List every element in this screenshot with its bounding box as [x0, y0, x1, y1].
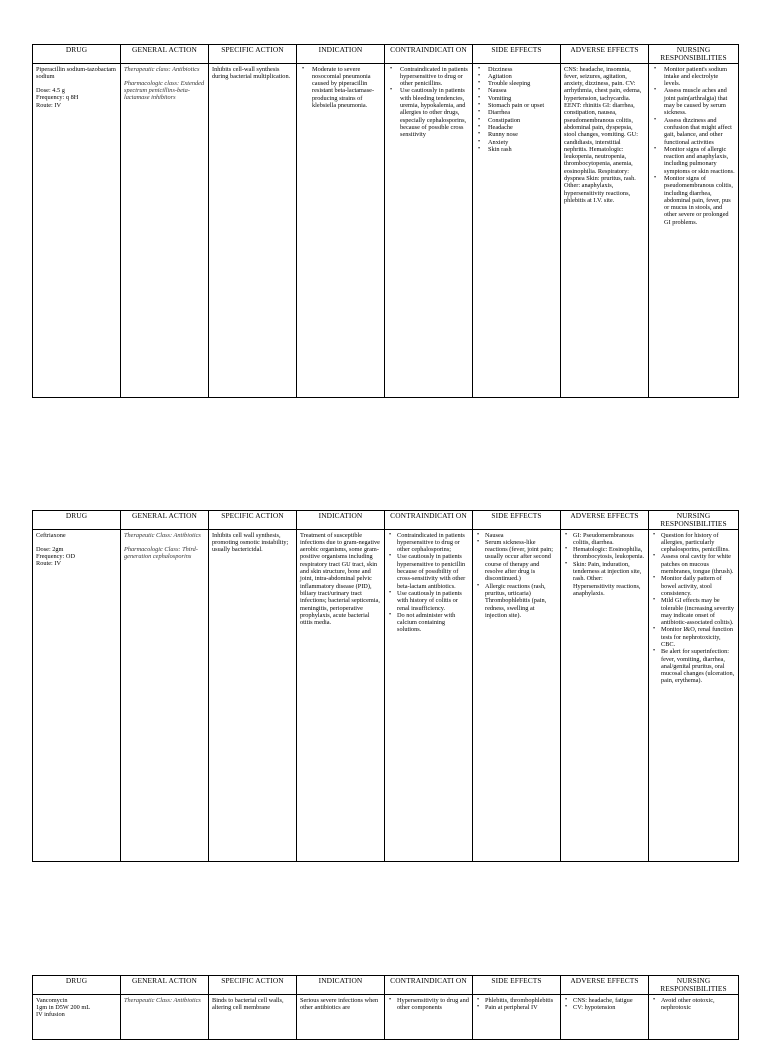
drug-dose: Dose: 2gm — [36, 545, 64, 553]
drug-name: Ceftriaxone — [36, 531, 66, 539]
pharmacologic-class: Pharmacologic Class: Third-generation cephalosporins — [124, 545, 198, 561]
list-item: • Question for history of allergies, particularly cephalosporins, penicillins. — [661, 532, 735, 554]
pharmacologic-class: Pharmacologic class: Extended spectrum penicillins-beta-lactamase inhibitors — [124, 79, 205, 102]
drug-table-vancomycin — [32, 975, 739, 1040]
header-side-effects: SIDE EFFECTS — [473, 45, 561, 64]
side-effects-cell — [473, 63, 561, 397]
list-item: • Diarrhea — [488, 109, 557, 116]
contraindication-list — [388, 997, 469, 1012]
list-item: • Moderate to severe nosocomial pneumonia caused by piperacillin resistant beta-lactamase-producing strains of klebsiella pneumonia. — [312, 66, 381, 110]
list-item: • Assess dizziness and confusion that might affect gait, balance, and other functional activities — [664, 117, 735, 146]
list-item: • Allergic reactions (rash, pruritus, urticaria) Thrombophlebitis (pain, redness, swelling at injection site). — [485, 583, 557, 619]
nursing-list — [652, 997, 735, 1012]
list-item: • Assess muscle aches and joint pain(arthralgia) that may be caused by serum sickness. — [664, 87, 735, 116]
header-contraindication: CONTRAINDICATI ON — [385, 511, 473, 530]
drug-table-piperacillin — [32, 44, 739, 398]
drug-frequency: Frequency: q 8H — [36, 94, 79, 102]
side-effects-list — [476, 66, 557, 154]
header-side-effects: SIDE EFFECTS — [473, 976, 561, 995]
list-item: • CV: hypotension — [573, 1004, 645, 1011]
list-item: • Use cautiously in patients hypersensitive to penicillin because of possibility of cross-sensitivity with other beta-lactam antibiotics. — [397, 553, 469, 589]
specific-action-cell: Inhibits cell wall synthesis, promoting osmotic instability; usually bactericidal. — [209, 529, 297, 861]
adverse-effects-cell — [561, 994, 649, 1039]
general-action-cell — [121, 529, 209, 861]
drug-route: IV infusion — [36, 1011, 65, 1019]
list-item: • Skin: Pain, induration, tenderness at injection site, rash. Other: Hypersensitivity reactions, anaphylaxis. — [573, 561, 645, 597]
list-item: • Assess oral cavity for white patches on mucous membranes, tongue (thrush). — [661, 553, 735, 575]
header-nursing-responsibilities: NURSING RESPONSIBILITIES — [649, 976, 739, 995]
header-specific-action: SPECIFIC ACTION — [209, 976, 297, 995]
drug-cell — [33, 529, 121, 861]
adverse-effects-list — [564, 532, 645, 598]
header-drug: DRUG — [33, 45, 121, 64]
list-item: • CNS: headache, fatigue — [573, 997, 645, 1004]
side-effects-cell — [473, 994, 561, 1039]
adverse-effects-cell — [561, 529, 649, 861]
list-item: • Monitor I&O, renal function tests for nephrotoxicity, CBC. — [661, 626, 735, 648]
header-specific-action: SPECIFIC ACTION — [209, 511, 297, 530]
list-item: • Nausea — [488, 87, 557, 94]
specific-action-cell: Inhibits cell-wall synthesis during bacterial multiplication. — [209, 63, 297, 397]
table-row — [33, 63, 739, 397]
contraindication-list — [388, 532, 469, 634]
list-item: • Monitor patient's sodium intake and electrolyte levels. — [664, 66, 735, 88]
table-header-row — [33, 45, 739, 64]
list-item: • Phlebitis, thrombophlebitis — [485, 997, 557, 1004]
drug-dose: 1gm in D5W 200 mL — [36, 1003, 91, 1011]
header-adverse-effects: ADVERSE EFFECTS — [561, 976, 649, 995]
header-indication: INDICATION — [297, 45, 385, 64]
list-item: • Trouble sleeping — [488, 80, 557, 87]
header-contraindication: CONTRAINDICATI ON — [385, 45, 473, 64]
indication-cell: Serious severe infections when other antibiotics are — [297, 994, 385, 1039]
general-action-cell — [121, 63, 209, 397]
list-item: • Contraindicated in patients hypersensitive to drug or other penicillins. — [400, 66, 469, 88]
contraindication-list — [388, 66, 469, 139]
header-general-action: GENERAL ACTION — [121, 511, 209, 530]
list-item: • Do not administer with calcium containing solutions. — [397, 612, 469, 634]
table-header-row — [33, 976, 739, 995]
list-item: • Pain at peripheral IV — [485, 1004, 557, 1011]
drug-route: Route: IV — [36, 101, 62, 109]
list-item: • Monitor signs of allergic reaction and anaphylaxis, including pulmonary symptoms or skin reactions. — [664, 146, 735, 175]
list-item: • Dizziness — [488, 66, 557, 73]
drug-table-ceftriaxone — [32, 510, 739, 862]
list-item: • Skin rash — [488, 146, 557, 153]
header-indication: INDICATION — [297, 511, 385, 530]
header-contraindication: CONTRAINDICATI ON — [385, 976, 473, 995]
header-drug: DRUG — [33, 511, 121, 530]
header-nursing-responsibilities: NURSING RESPONSIBILITIES — [649, 45, 739, 64]
list-item: • Stomach pain or upset — [488, 102, 557, 109]
table-row — [33, 529, 739, 861]
adverse-effects-list — [564, 997, 645, 1012]
contraindication-cell — [385, 63, 473, 397]
general-action-cell — [121, 994, 209, 1039]
list-item: • Anxiety — [488, 139, 557, 146]
indication-list — [300, 66, 381, 110]
indication-cell: Treatment of susceptible infections due to gram-negative aerobic organisms, some gram-positive organisms including respiratory tract GU tract, skin and skin structure, bone and joint, intra-abdominal pelvic inflammatory disease (PID), biliary tract/urinary tract infections; bacterial septicemia, meningitis, perioperative prophylaxis, acute bacterial otitis media. — [297, 529, 385, 861]
nursing-cell — [649, 529, 739, 861]
header-side-effects: SIDE EFFECTS — [473, 511, 561, 530]
header-indication: INDICATION — [297, 976, 385, 995]
list-item: • Hypersensitivity to drug and other components — [397, 997, 469, 1012]
header-drug: DRUG — [33, 976, 121, 995]
list-item: • Serum sickness-like reactions (fever, joint pain; usually occur after second course of therapy and resolve after drug is discontinued.) — [485, 539, 557, 583]
list-item: • Headache — [488, 124, 557, 131]
indication-cell — [297, 63, 385, 397]
therapeutic-class: Therapeutic Class: Antibiotics — [124, 531, 201, 539]
header-adverse-effects: ADVERSE EFFECTS — [561, 511, 649, 530]
list-item: • Be alert for superinfection: fever, vomiting, diarrhea, anal/genital pruritus, oral mucosal changes (ulceration, pain, erythema). — [661, 648, 735, 684]
drug-name: Piperacillin sodium-tazobactam sodium — [36, 65, 116, 80]
list-item: • Runny nose — [488, 131, 557, 138]
therapeutic-class: Therapeutic Class: Antibiotics — [124, 996, 201, 1004]
contraindication-cell — [385, 994, 473, 1039]
list-item: • Use cautiously in patients with bleeding tendencies, uremia, hypokalemia, and allergies to other drugs, especially cephalosporins, because of possible cross sensitivity — [400, 87, 469, 138]
header-adverse-effects: ADVERSE EFFECTS — [561, 45, 649, 64]
side-effects-list — [476, 532, 557, 620]
list-item: • Constipation — [488, 117, 557, 124]
nursing-cell — [649, 63, 739, 397]
table-header-row — [33, 511, 739, 530]
list-item: • Use cautiously in patients with history of colitis or renal insufficiency. — [397, 590, 469, 612]
header-general-action: GENERAL ACTION — [121, 45, 209, 64]
header-nursing-responsibilities: NURSING RESPONSIBILITIES — [649, 511, 739, 530]
nursing-cell — [649, 994, 739, 1039]
list-item: • GI: Pseudomembranous colitis, diarrhea. — [573, 532, 645, 547]
list-item: • Nausea — [485, 532, 557, 539]
side-effects-list — [476, 997, 557, 1012]
drug-cell — [33, 994, 121, 1039]
contraindication-cell — [385, 529, 473, 861]
list-item: • Vomiting — [488, 95, 557, 102]
therapeutic-class: Therapeutic class: Antibiotics — [124, 65, 200, 73]
adverse-effects-cell: CNS: headache, insomnia, fever, seizures, agitation, anxiety, dizziness, pain. CV: arrhythmia, chest pain, edema, hypertension, tachycardia. EENT: rhinitis GI: diarrhea, constipation, nausea, pseudomembranous colitis, abdominal pain, dyspepsia, stool changes, vomiting. GU: candidiasis, interstitial nephritis. Hematologic: leukopenia, neutropenia, thrombocytopenia, anemia, eosinophilia. Respiratory: dyspnea Skin: pruritus, rash. Other: anaphylaxis, hypersensitivity reactions, phlebitis at I.V. site. — [561, 63, 649, 397]
list-item: • Monitor signs of pseudomembranous colitis, including diarrhea, abdominal pain, fever, pus or mucus in stools, and other severe or prolonged GI problems. — [664, 175, 735, 226]
side-effects-cell — [473, 529, 561, 861]
list-item: • Hematologic: Eosinophilia, thrombocytosis, leukopenia. — [573, 546, 645, 561]
drug-route: Route: IV — [36, 560, 62, 568]
drug-frequency: Frequency: OD — [36, 553, 75, 561]
specific-action-cell: Binds to bacterial cell walls, altering cell membrane — [209, 994, 297, 1039]
nursing-list — [652, 532, 735, 685]
drug-name: Vancomycin — [36, 996, 68, 1004]
list-item: • Agitation — [488, 73, 557, 80]
list-item: • Monitor daily pattern of bowel activity, stool consistency. — [661, 575, 735, 597]
table-row — [33, 994, 739, 1039]
nursing-list — [652, 66, 735, 227]
drug-dose: Dose: 4.5 g — [36, 87, 65, 95]
list-item: • Avoid other ototoxic, nephrotoxic — [661, 997, 735, 1012]
list-item: • Contraindicated in patients hypersensitive to drug or other cephalosporins; — [397, 532, 469, 554]
drug-cell — [33, 63, 121, 397]
header-general-action: GENERAL ACTION — [121, 976, 209, 995]
header-specific-action: SPECIFIC ACTION — [209, 45, 297, 64]
list-item: • Mild GI effects may be tolerable (increasing severity may indicate onset of antibiotic-associated colitis). — [661, 597, 735, 626]
